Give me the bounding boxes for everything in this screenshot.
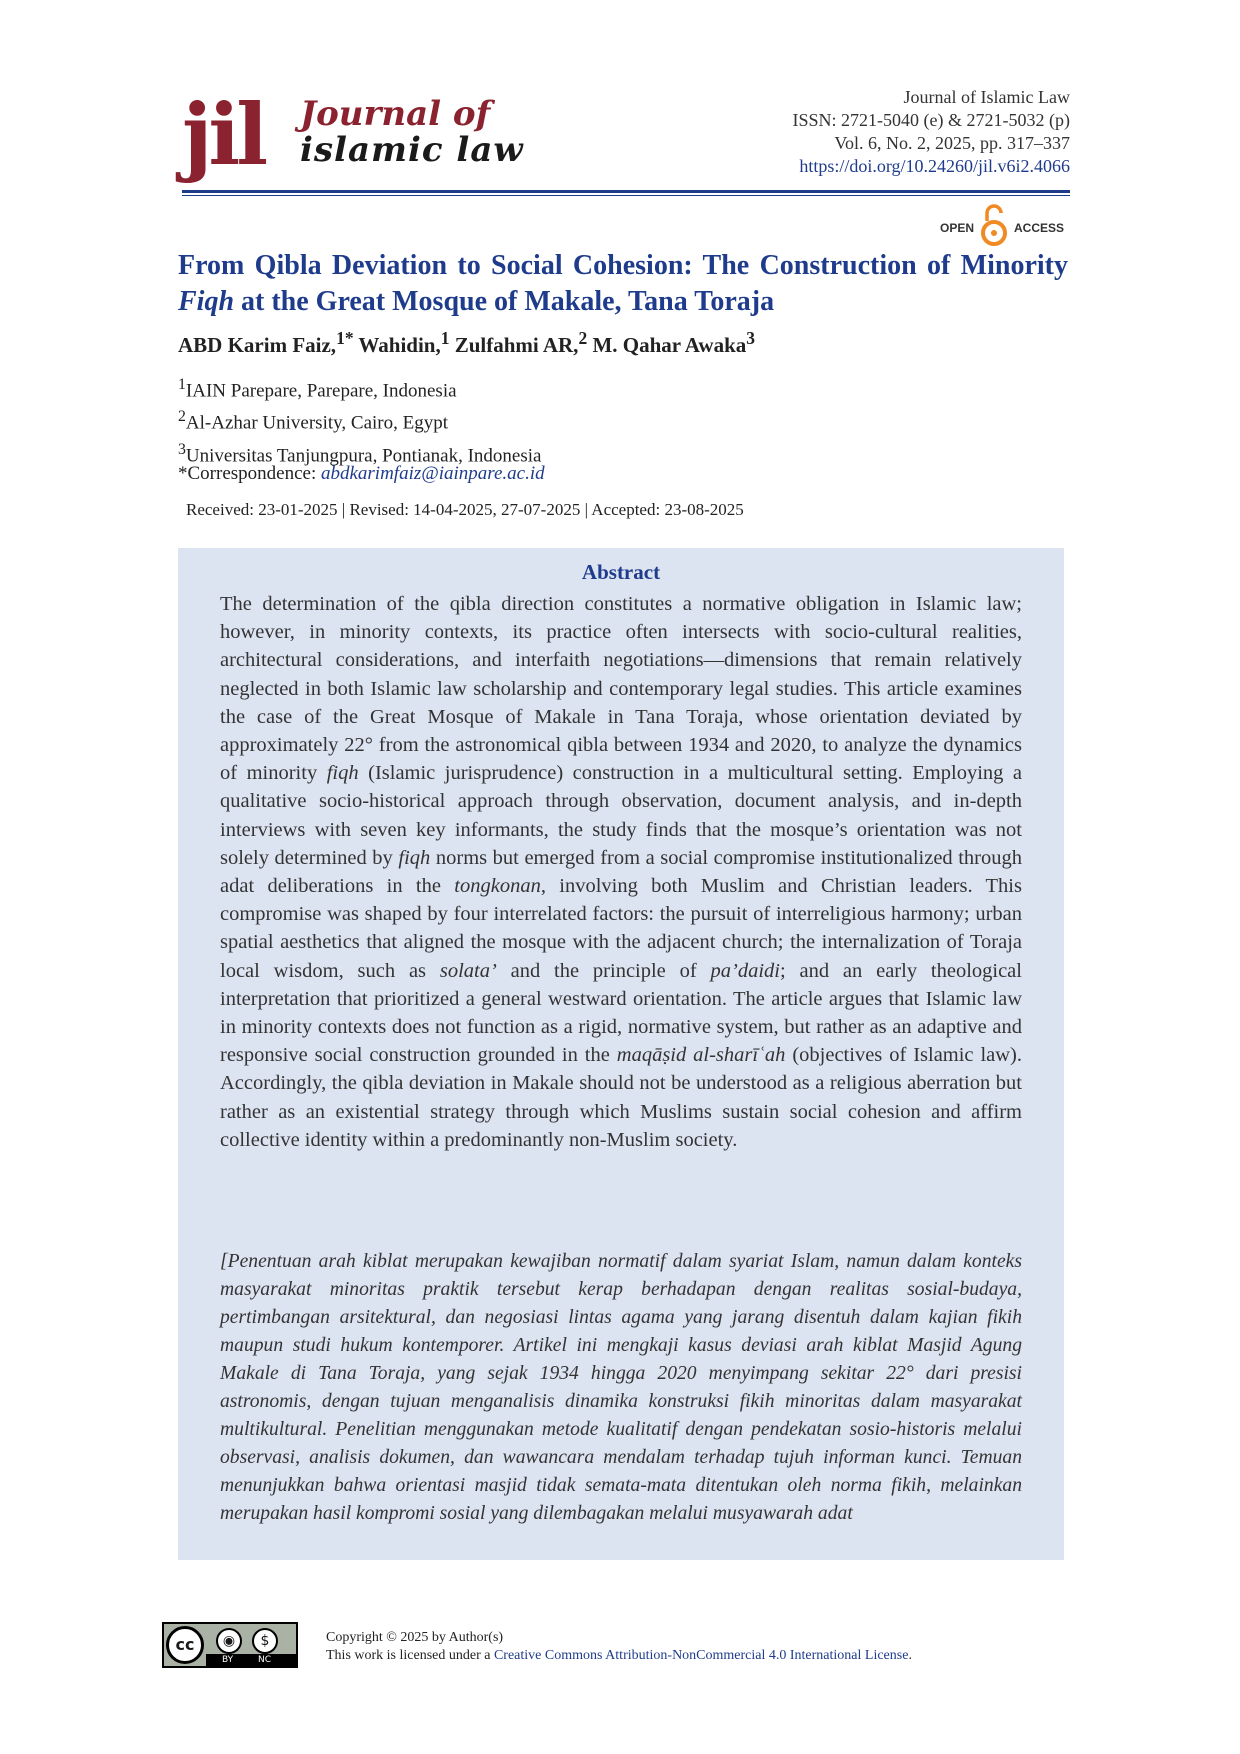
cc-icon: cc [166, 1626, 204, 1664]
license-line [326, 1647, 912, 1665]
header-rule [182, 190, 1070, 193]
by-person-icon: ◉ [216, 1628, 242, 1654]
abs-en-italic: fiqh [398, 846, 431, 869]
copyright-line: Copyright © 2025 by Author(s) [326, 1630, 504, 1645]
author-4: M. Qahar Awaka [587, 333, 747, 357]
logo-line-2: islamic law [300, 130, 524, 170]
abs-en-seg: norms but emerged from a social compromise institutionalized through adat deliberations in the [220, 846, 1023, 898]
abstract-indonesian: [Penentuan arah kiblat merupakan kewajiban normatif dalam syariat Islam, namun dalam konteks masyarakat minoritas praktik tersebut kerap berhadapan dengan realitas sosial-budaya, pertimbangan arsitektural, dan negosiasi lintas agama yang jarang disentuh dalam kajian fikih maupun studi hukum kontemporer. Artikel ini mengkaji kasus deviasi arah kiblat Masjid Agung Makale di Tana Toraja, yang sejak 1934 hingga 2020 menyimpang sekitar 22° dari presisi astronomis, dengan tujuan menganalisis dinamika konstruksi fikih minoritas dalam masyarakat multikultural. Penelitian menggunakan metode kualitatif dengan pendekatan sosio-historis melalui observasi, analisis dokumen, dan wawancara mendalam terhadap tujuh informan kunci. Temuan menunjukkan bahwa orientasi masjid tidak semata-mata ditentukan oleh norma fikih, melainkan merupakan hasil kompromi sosial yang dilembagakan melalui musyawarah adat [220, 1251, 1022, 1524]
abs-en-italic: solata’ [439, 959, 497, 982]
abstract-heading: Abstract [581, 560, 661, 584]
cc-nc-label: NC [258, 1655, 272, 1665]
abs-en-italic: pa’daidi [710, 959, 780, 982]
abs-en-seg: The determination of the qibla direction constitutes a normative obligation in Islamic law; however, in minority contexts, its practice often intersects with socio-cultural realities, architectural considerations, and interfaith negotiations—dimensions that remain relatively neglected in both Islamic law scholarship and contemporary legal studies. This article examines the case of the Great Mosque of Makale in Tana Toraja, whose orientation deviated by approximately 22° from the astronomical qibla between 1934 and 2020, to analyze the dynamics of minority [220, 593, 1022, 785]
license-suffix: . [908, 1648, 912, 1663]
license-link[interactable]: Creative Commons Attribution-NonCommercial 4.0 International License [493, 1648, 909, 1663]
license-prefix: This work is licensed under a [326, 1648, 494, 1663]
journal-logo [182, 85, 582, 188]
cc-by-label: BY [222, 1655, 234, 1665]
affiliation-2-text: Al-Azhar University, Cairo, Egypt [185, 412, 448, 434]
author-3-sup: 2 [578, 328, 588, 348]
abs-en-italic: tongkonan [454, 875, 541, 898]
author-1-sup: 1* [336, 328, 354, 348]
cc-license-badge[interactable] [162, 1622, 298, 1668]
abs-en-italic: maqāṣid al-sharīʿah [616, 1044, 786, 1067]
title-italic: Fiqh [178, 286, 235, 317]
open-access-right: ACCESS [1014, 221, 1065, 235]
abstract-box [178, 548, 1064, 1560]
abstract-english [220, 590, 1022, 1154]
open-lock-icon [980, 203, 1008, 247]
title-part-1: From Qibla Deviation to Social Cohesion: The Construction of Minority [178, 250, 1068, 281]
cc-badge-strip [206, 1654, 296, 1666]
abs-en-seg: , involving both Muslim and Christian leaders. This compromise was shaped by four interrelated factors: the pursuit of interreligious harmony; urban spatial aesthetics that aligned the mosque with the adjacent church; the internalization of Toraja local wisdom, such as [220, 875, 1022, 982]
affiliation-3-text: Universitas Tanjungpura, Pontianak, Indonesia [185, 444, 542, 466]
journal-volume: Vol. 6, No. 2, 2025, pp. 317–337 [834, 133, 1070, 153]
open-access-left: OPEN [940, 221, 975, 235]
affiliation-1-text: IAIN Parepare, Parepare, Indonesia [185, 380, 457, 402]
affiliation-3-sup: 3 [178, 440, 186, 458]
author-2-sup: 1 [440, 328, 450, 348]
submission-dates: Received: 23-01-2025 | Revised: 14-04-2025, 27-07-2025 | Accepted: 23-08-2025 [186, 500, 744, 519]
affiliations [178, 372, 541, 469]
abs-en-seg: and the principle of [496, 959, 711, 982]
logo-line-1: Journal of [300, 94, 491, 134]
author-list [178, 328, 755, 358]
journal-issn: ISSN: 2721-5040 (e) & 2721-5032 (p) [792, 110, 1070, 130]
logo-mark: jil [182, 85, 265, 184]
correspondence-label: *Correspondence: [178, 463, 321, 484]
article-title [178, 248, 1068, 320]
affiliation-2 [178, 404, 541, 436]
author-1: ABD Karim Faiz, [178, 333, 337, 357]
author-2: Wahidin, [353, 333, 441, 357]
correspondence-email-link[interactable]: abdkarimfaiz@iainpare.ac.id [320, 463, 545, 484]
abs-en-seg: ; and an early theological interpretation that prioritized a general westward orientation. The article argues that Islamic law in minority contexts does not function as a rigid, normative system, but rather as an adaptive and responsive social construction grounded in the [220, 959, 1022, 1067]
logo-wordmark [300, 96, 524, 168]
license-text [326, 1629, 912, 1665]
noncommercial-icon: $ [252, 1628, 278, 1654]
author-4-sup: 3 [746, 328, 756, 348]
affiliation-1-sup: 1 [178, 376, 186, 393]
journal-info [793, 86, 1070, 178]
journal-name: Journal of Islamic Law [903, 87, 1070, 107]
title-part-2: at the Great Mosque of Makale, Tana Toraja [234, 286, 775, 317]
affiliation-2-sup: 2 [178, 408, 186, 426]
open-access-badge [940, 203, 1070, 251]
correspondence [178, 463, 545, 485]
doi-link[interactable]: https://doi.org/10.24260/jil.v6i2.4066 [799, 156, 1070, 176]
abs-en-seg: (Islamic jurisprudence) construction in a multicultural setting. Employing a qualitative socio-historical approach through observation, document analysis, and in-depth interviews with seven key informants, the study finds that the mosque’s orientation was not solely determined by [220, 762, 1022, 869]
header-rule-thin [182, 195, 1070, 196]
author-3: Zulfahmi AR, [449, 333, 579, 357]
abs-en-italic: fiqh [326, 762, 359, 785]
affiliation-1 [178, 372, 541, 404]
abs-en-seg: (objectives of Islamic law). Accordingly, the qibla deviation in Makale should not be understood as a religious aberration but rather as an existential strategy through which Muslims sustain social cohesion and affirm collective identity within a predominantly non-Muslim society. [220, 1044, 1023, 1151]
